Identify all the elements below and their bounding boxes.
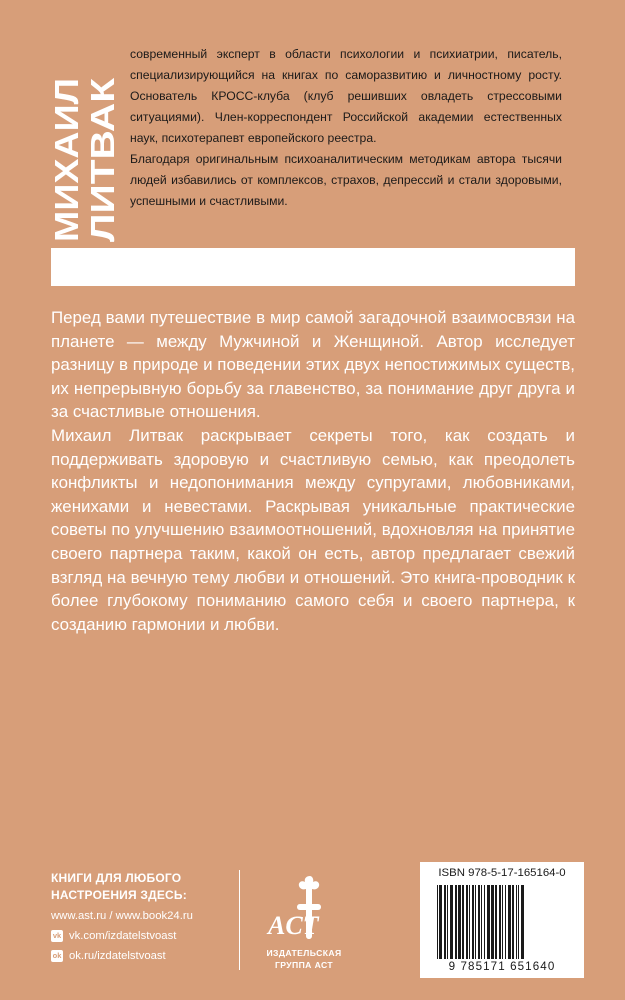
- ast-logo-icon: [248, 868, 360, 946]
- barcode-bar: [487, 885, 490, 959]
- publisher-logo: [248, 868, 360, 978]
- footer-title-line-1: КНИГИ ДЛЯ ЛЮБОГО: [51, 871, 182, 885]
- footer-title-line-2: НАСТРОЕНИЯ ЗДЕСЬ:: [51, 887, 187, 902]
- barcode-bar: [521, 885, 524, 959]
- author-name-vertical: [18, 40, 121, 245]
- footer-title: [51, 870, 236, 903]
- barcode-bar: [518, 885, 519, 959]
- barcode-bar: [512, 885, 514, 959]
- isbn-label: ISBN 978-5-17-165164-0: [438, 867, 566, 879]
- vk-link-text[interactable]: vk.com/izdatelstvoast: [69, 930, 177, 942]
- barcode-digits: 9 785171 651640: [448, 960, 556, 973]
- barcode-bar: [499, 885, 501, 959]
- vk-icon: vk: [52, 931, 62, 940]
- barcode-bar: [502, 885, 503, 959]
- barcode-bar: [478, 885, 480, 959]
- barcode-bar: [458, 885, 461, 959]
- author-first-name: МИХАИЛ: [48, 98, 85, 242]
- barcode-bar: [472, 885, 474, 959]
- barcode-bar: [444, 885, 446, 959]
- publisher-name-line-2: ГРУППА АСТ: [274, 959, 334, 970]
- barcode-bar: [475, 885, 476, 959]
- barcode-bars: [435, 885, 575, 959]
- barcode-bar: [455, 885, 457, 959]
- barcode-bar: [481, 885, 482, 959]
- white-bar: [51, 248, 575, 286]
- bio-paragraph-1: современный эксперт в области психологии и психиатрии, писатель, специализирующийся на книгах по саморазвитию и личностному росту. Основатель КРОСС-клуба (клуб решивших овладеть стрессовыми ситуациями). Член-корреспондент Российской академии естественных наук, психотерапевт европейского реестра.: [130, 47, 562, 145]
- barcode-bar: [491, 885, 494, 959]
- barcode-bar: [469, 885, 470, 959]
- barcode: [435, 885, 575, 959]
- footer-links: [51, 870, 236, 964]
- barcode-bar: [484, 885, 485, 959]
- barcode-bar: [447, 885, 448, 959]
- barcode-bar: [450, 885, 453, 959]
- ok-link[interactable]: [51, 948, 236, 964]
- barcode-bar: [516, 885, 517, 959]
- annotation-paragraph-1: Перед вами путешествие в мир самой загадочной взаимосвязи на планете — между Мужчиной и Женщиной. Автор исследует разницу в природе и поведении этих двух непостижимых существ, их непрерывную борьбу за главенство, за понимание друг друга и за счастливые отношения.: [51, 308, 575, 422]
- publisher-name-line-1: ИЗДАТЕЛЬСКАЯ: [266, 948, 342, 958]
- barcode-bar: [508, 885, 511, 959]
- author-name-svg: [18, 40, 121, 245]
- barcode-box: [420, 862, 584, 978]
- website-links[interactable]: www.ast.ru / www.book24.ru: [51, 910, 193, 922]
- publisher-name: [248, 948, 360, 971]
- vk-link[interactable]: [51, 928, 236, 944]
- footer-divider: [239, 870, 240, 970]
- barcode-bar: [466, 885, 468, 959]
- barcode-bar: [495, 885, 497, 959]
- logo-text: ACT: [268, 911, 319, 940]
- author-bio: [130, 44, 562, 212]
- author-last-name: ЛИТВАК: [84, 108, 121, 242]
- barcode-bar: [437, 885, 438, 959]
- ok-link-text[interactable]: ok.ru/izdatelstvoast: [69, 950, 166, 962]
- barcode-bar: [505, 885, 506, 959]
- book-annotation: [51, 306, 575, 636]
- bio-paragraph-2: Благодаря оригинальным психоаналитическим методикам автора тысячи людей избавились от комплексов, страхов, депрессий и стали здоровыми, успешными и счастливыми.: [130, 152, 562, 208]
- barcode-bar: [462, 885, 464, 959]
- ok-icon: ok: [52, 951, 62, 960]
- barcode-bar: [439, 885, 442, 959]
- annotation-paragraph-2: Михаил Литвак раскрывает секреты того, как создать и поддерживать здоровую и счастливую семью, как преодолеть конфликты и недопонимания между супругами, любовниками, женихами и невестами. Раскрывая уникальные практические советы по улучшению взаимоотношений, вдохновляя на принятие своего партнера таким, какой он есть, автор предлагает свежий взгляд на вечную тему любви и отношений. Это книга-проводник к более глубокому пониманию самого себя и своего партнера, к созданию гармонии и любви.: [51, 425, 575, 634]
